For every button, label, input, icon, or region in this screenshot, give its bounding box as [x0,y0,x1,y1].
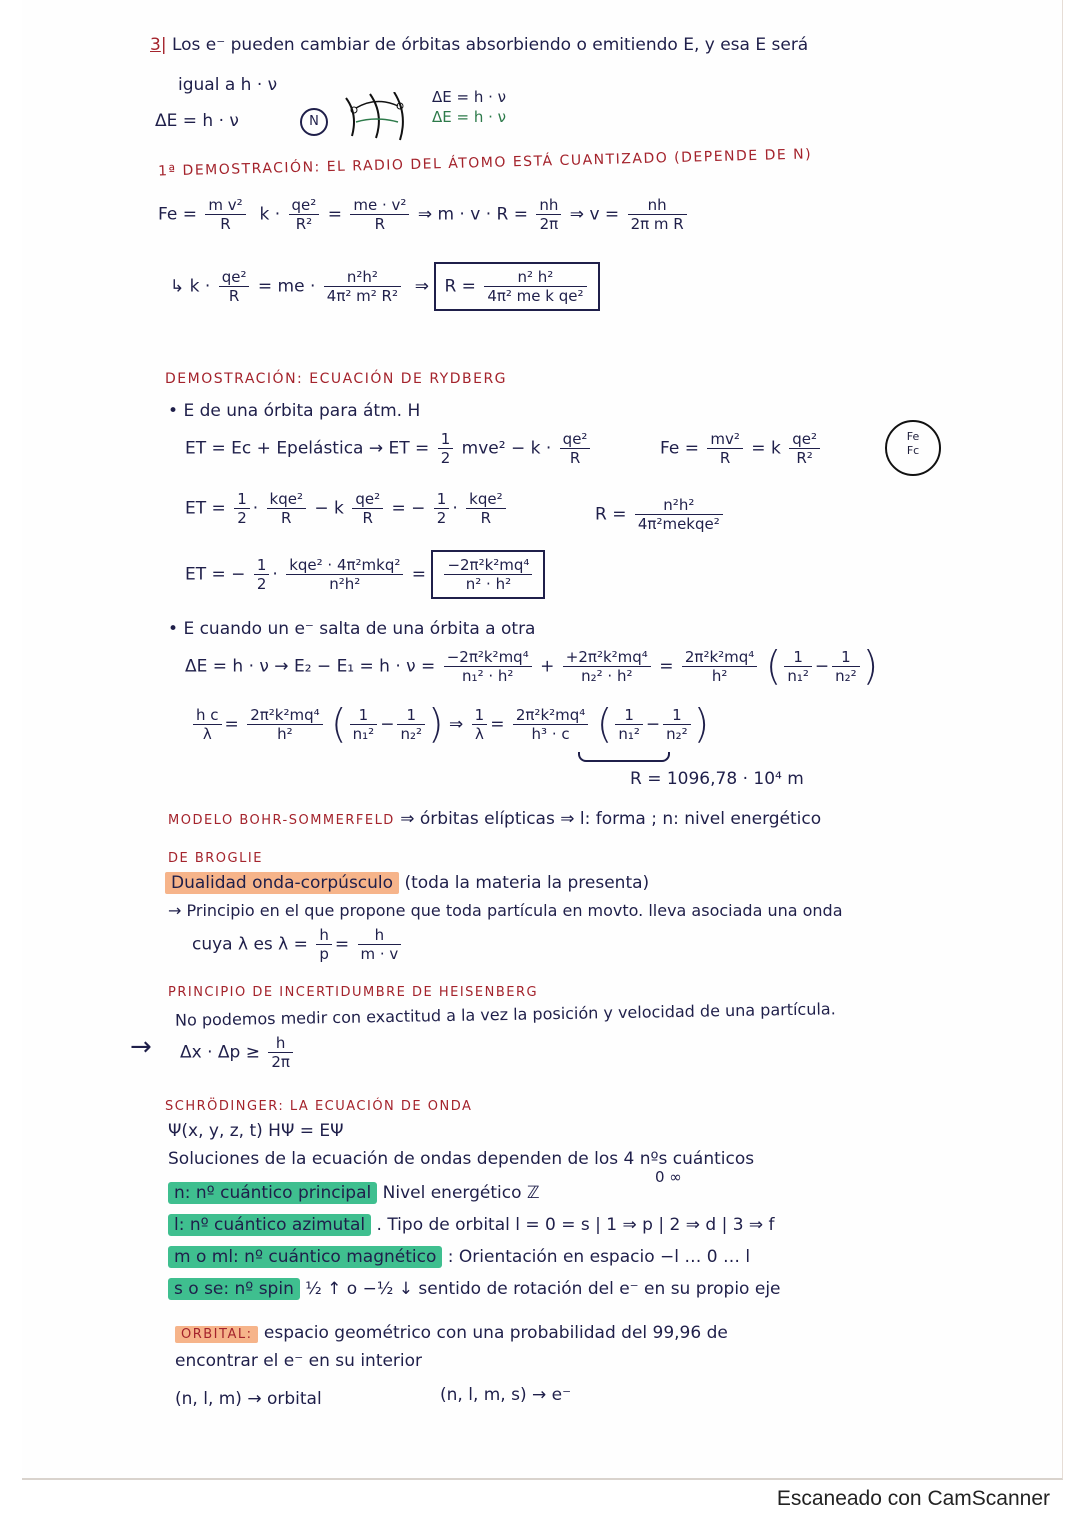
demo1-eq2: ↳ k · $\frac{\text{qe²}}{R}$ = me · $\frac{\text{n²h²}}{\text{4π² m² R²}}$ ⇒ R = $\frac{\text{n² h²}}{\text{4π² me k qe²}}$ [170,262,600,311]
fe-eq: Fe = $\frac{\text{mv²}}{R}$ = k $\frac{\text{qe²}}{\text{R²}}$ [660,430,823,467]
section3-text: Los e⁻ pueden cambiar de órbitas absorbiendo o emitiendo E, y esa E será [171,35,809,55]
section3-line1: 3| Los e⁻ pueden cambiar de órbitas absorbiendo o emitiendo E, y esa E será [150,35,809,55]
de-broglie-wavelength: cuya λ es λ = $\frac{h}{p}$ = $\frac{h}{m \cdot v}$ [192,926,404,963]
quantum-number-m: m o ml: nº cuántico magnético : Orientación en espacio −l … 0 … l [168,1246,750,1268]
et-eq3: ET = − $\frac{1}{2}$ · $\frac{\text{kqe² · 4π²mkq²}}{\text{n²h²}}$ = $\frac{\text{−2π²k²mq⁴}}{\text{n² · h²}}$ [185,550,545,599]
bullet-transition: • E cuando un e⁻ salta de una órbita a otra [168,619,536,639]
duality-line: Dualidad onda-corpúsculo (toda la materia la presenta) [165,872,649,894]
rydberg-brace [578,752,670,762]
energy-result-box: $\frac{\text{−2π²k²mq⁴}}{\text{n² · h²}}$ [431,550,545,599]
de-broglie-title: DE BROGLIE [168,851,263,866]
quantum-number-l: l: nº cuántico azimutal . Tipo de orbital l = 0 = s | 1 ⇒ p | 2 ⇒ d | 3 ⇒ f [168,1214,775,1236]
et-eq2: ET = $\frac{1}{2}$ · $\frac{\text{kqe²}}{R}$ − k $\frac{\text{qe²}}{R}$ = − $\frac{1}{2}$ · $\frac{\text{kqe²}}{R}$ [185,490,509,527]
bohr-sommerfeld-line: MODELO BOHR-SOMMERFELD ⇒ órbitas elípticas ⇒ l: forma ; n: nivel energético [168,809,822,829]
delta-e-eq: ΔE = h · ν → E₂ − E₁ = h · ν = $\frac{\text{−2π²k²mq⁴}}{\text{n₁² · h²}}$ + $\frac{\text{+2π²k²mq⁴}}{\text{n₂² · h²}}$ = $\frac{\text{2π²k²mq⁴}}{\text{h²}}$ ( $\frac{1}{\text{n₁²}}$ − $\frac{1}{\text{n₂²}}$ ) [185,643,879,690]
et-eq1: ET = Ec + Epelástica → ET = $\frac{1}{2}$ mve² − k · $\frac{\text{qe²}}{R}$ [185,430,593,467]
quantum-numbers-intro: Soluciones de la ecuación de ondas dependen de los 4 nºs cuánticos [168,1149,755,1169]
delta-e-formula: ΔE = h · ν [155,111,239,131]
arrow-icon: → [130,1032,152,1062]
emit-formula: ΔE = h · ν [432,108,507,126]
uncertainty-formula: Δx · Δp ≥ $\frac{h}{2\pi}$ [180,1034,296,1071]
quantum-number-s: s o se: nº spin ½ ↑ o −½ ↓ sentido de rotación del e⁻ en su propio eje [168,1278,781,1300]
de-broglie-principle: → Principio en el que propone que toda partícula en movto. lleva asociada una onda [168,901,843,920]
schrodinger-title: SCHRÖDINGER: LA ECUACIÓN DE ONDA [165,1099,473,1114]
heisenberg-title: PRINCIPIO DE INCERTIDUMBRE DE HEISENBERG [168,985,539,1000]
heisenberg-text: No podemos medir con exactitud a la vez la posición y velocidad de una partícula. [174,999,836,1030]
orbital-tuple: (n, l, m) → orbital [175,1389,322,1409]
camscanner-watermark: Escaneado con CamScanner [776,1487,1050,1510]
orbit-transition-icon [340,92,430,142]
demo2-title: DEMOSTRACIÓN: ECUACIÓN DE RYDBERG [165,371,508,387]
hc-lambda-eq: $\frac{\text{h c}}{\lambda}$ = $\frac{\text{2π²k²mq⁴}}{\text{h²}}$ ( $\frac{1}{\text{n₁²}}$ − $\frac{1}{\text{n₂²}}$ ) ⇒ $\frac{1}{\lambda}$ = $\frac{\text{2π²k²mq⁴}}{\text{h³ · c}}$ ( $\frac{1}{\text{n₁²}}$ − $\frac{1}{\text{n₂²}}$ ) [190,706,709,743]
electron-tuple: (n, l, m, s) → e⁻ [440,1385,572,1405]
rydberg-constant: R = 1096,78 · 10⁴ m [630,769,804,789]
n-range: 0 ∞ [655,1168,682,1186]
nucleus-icon: N [300,108,328,136]
quantum-number-n: n: nº cuántico principal Nivel energético ℤ [168,1182,540,1204]
bullet-orbit-energy: • E de una órbita para átm. H [168,401,421,421]
demo1-eq1: Fe = $\frac{\text{m v²}}{R}$ k · $\frac{\text{qe²}}{\text{R²}}$ = $\frac{\text{me · v²}}{R}$ ⇒ m · v · R = $\frac{nh}{2\pi}$ ⇒ v = $\frac{nh}{\text{2π m R}}$ [158,196,690,233]
r-reminder: R = $\frac{\text{n²h²}}{\text{4π²mekqe²}}$ [595,496,726,533]
orbital-definition: ORBITAL: espacio geométrico con una probabilidad del 99,96 de [175,1322,728,1346]
radius-result-box: R = $\frac{\text{n² h²}}{\text{4π² me k qe²}}$ [434,262,599,311]
demo1-title: 1ª DEMOSTRACIÓN: EL RADIO DEL ÁTOMO ESTÁ CUANTIZADO (DEPENDE DE N) [157,146,813,180]
schrodinger-equation: Ψ(x, y, z, t) HΨ = EΨ [168,1121,344,1141]
orbital-definition-cont: encontrar el e⁻ en su interior [175,1351,423,1371]
absorb-formula: ΔE = h · ν [432,88,507,106]
orbit-force-diagram: Fe Fc [885,420,941,476]
duality-highlight: Dualidad onda-corpúsculo [165,872,399,894]
section-number: 3 [150,35,161,55]
section3-line2: igual a h · ν [178,75,278,95]
